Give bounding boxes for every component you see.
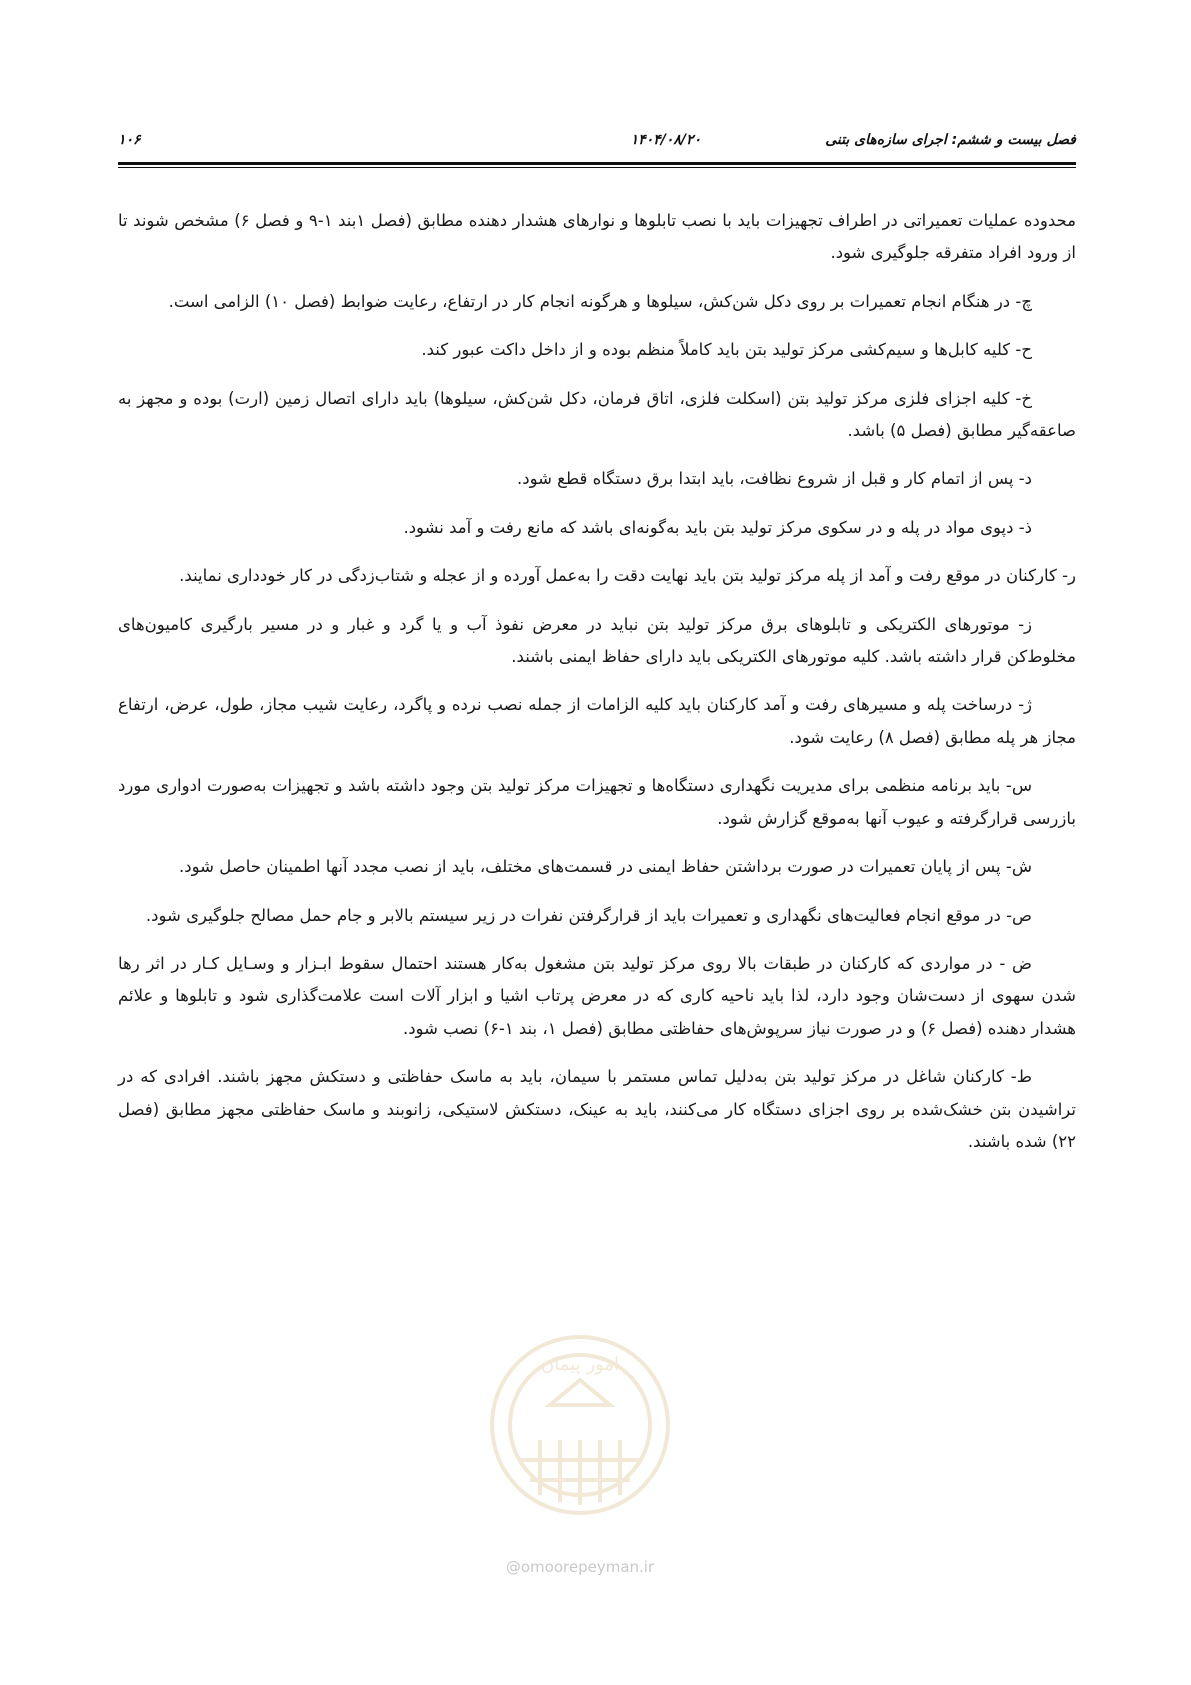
paragraph: خ- کلیه اجزای فلزی مرکز تولید بتن (اسکلت فلزی، اتاق فرمان، دکل شن‌کش، سیلوها) باید دارای اتصال زمین (ارت) بوده و مجهز به صاعقه‌گیر مطابق (فصل ۵) باشد. xyxy=(118,388,1076,441)
paragraph: ر- کارکنان در موقع رفت و آمد از پله مرکز تولید بتن باید نهایت دقت را به‌عمل آورده و از عجله و شتاب‌زدگی در کار خودداری نمایند. xyxy=(179,566,1076,586)
paragraph: د- پس از اتمام کار و قبل از شروع نظافت، باید ابتدا برق دستگاه قطع شود. xyxy=(516,469,1032,489)
header-date: ۱۴۰۴/۰۸/۲۰ xyxy=(630,132,701,148)
paragraph: محدوده عملیات تعمیراتی در اطراف تجهیزات باید با نصب تابلوها و نوارهای هشدار دهنده مطابق (فصل ۱بند ۱-۹ و فصل ۶) مشخص شوند تا از ورود افراد متفرقه جلوگیری شود. xyxy=(118,211,1076,263)
paragraph: ض - در مواردی که کارکنان در طبقات بالا روی مرکز تولید بتن مشغول به‌کار هستند احتمال سقوط ابـزار و وسـایل کـار در اثر رها شدن سهوی از دست‌شان وجود دارد، لذا باید ناحیه کاری که در معرض پرتاب اشیا و ابزار آلات است علامت‌گذاری شود و تابلوها و علائم هشدار دهنده (فصل ۶) و در صورت نیاز سرپوش‌های حفاظتی مطابق (فصل ۱، بند ۱-۶) نصب شود. xyxy=(118,953,1076,1038)
page-header xyxy=(118,128,1076,158)
paragraph: س- باید برنامه منظمی برای مدیریت نگهداری دستگاه‌ها و تجهیزات مرکز تولید بتن وجود داشته باشد و تجهیزات به‌صورت ادواری مورد بازرسی قرارگرفته و عیوب آنها به‌موقع گزارش شود. xyxy=(118,776,1076,828)
paragraph: چ- در هنگام انجام تعمیرات بر روی دکل شن‌کش، سیلوها و هرگونه انجام کار در ارتفاع، رعایت ضوابط (فصل ۱۰) الزامی است. xyxy=(168,291,1032,311)
paragraph: ح- کلیه کابل‌ها و سیم‌کشی مرکز تولید بتن باید کاملاً منظم بوده و از داخل داکت عبور کند. xyxy=(421,340,1032,360)
paragraph: ز- موتورهای الکتریکی و تابلوهای برق مرکز تولید بتن نباید در معرض نفوذ آب و یا گرد و غبار و در مسیر بارگیری کامیون‌های مخلوط‌کن قرار داشته باشد. کلیه موتورهای الکتریکی باید دارای حفاظ ایمنی باشند. xyxy=(118,614,1076,667)
header-rule-thin xyxy=(118,167,1076,168)
paragraph: ش- پس از پایان تعمیرات در صورت برداشتن حفاظ ایمنی در قسمت‌های مختلف، باید از نصب مجدد آنها اطمینان حاصل شود. xyxy=(179,857,1032,877)
body-text xyxy=(118,205,1076,1174)
page-number: ۱۰۶ xyxy=(118,132,141,148)
watermark-url: @omoorepeyman.ir xyxy=(505,1558,655,1576)
paragraph: ذ- دپوی مواد در پله و در سکوی مرکز تولید بتن باید به‌گونه‌ای باشد که مانع رفت و آمد نشود. xyxy=(403,517,1032,537)
chapter-title: فصل بیست و ششم: اجرای سازه‌های بتنی xyxy=(825,132,1076,148)
watermark-logo-text: امور پیمان xyxy=(541,1354,619,1375)
watermark-logo-icon xyxy=(480,1330,680,1520)
paragraph: ط- کارکنان شاغل در مرکز تولید بتن به‌دلیل تماس مستمر با سیمان، باید به ماسک حفاظتی و دستکش مجهز باشند. افرادی که در تراشیدن بتن خشک‌شده بر روی اجزای دستگاه کار می‌کنند، باید به عینک، دستکش لاستیکی، زانوبند و ماسک حفاظتی مجهز مطابق (فصل ۲۲) شده باشند. xyxy=(118,1067,1076,1151)
paragraph: ژ- درساخت پله و مسیرهای رفت و آمد کارکنان باید کلیه الزامات از جمله نصب نرده و پاگرد، رعایت شیب مجاز، طول، عرض، ارتفاع مجاز هر پله مطابق (فصل ۸) رعایت شود. xyxy=(118,695,1076,747)
header-rule-thick xyxy=(118,162,1076,165)
paragraph: ص- در موقع انجام فعالیت‌های نگهداری و تعمیرات باید از قرارگرفتن نفرات در زیر سیستم بالابر و جام حمل مصالح جلوگیری شود. xyxy=(145,905,1032,925)
